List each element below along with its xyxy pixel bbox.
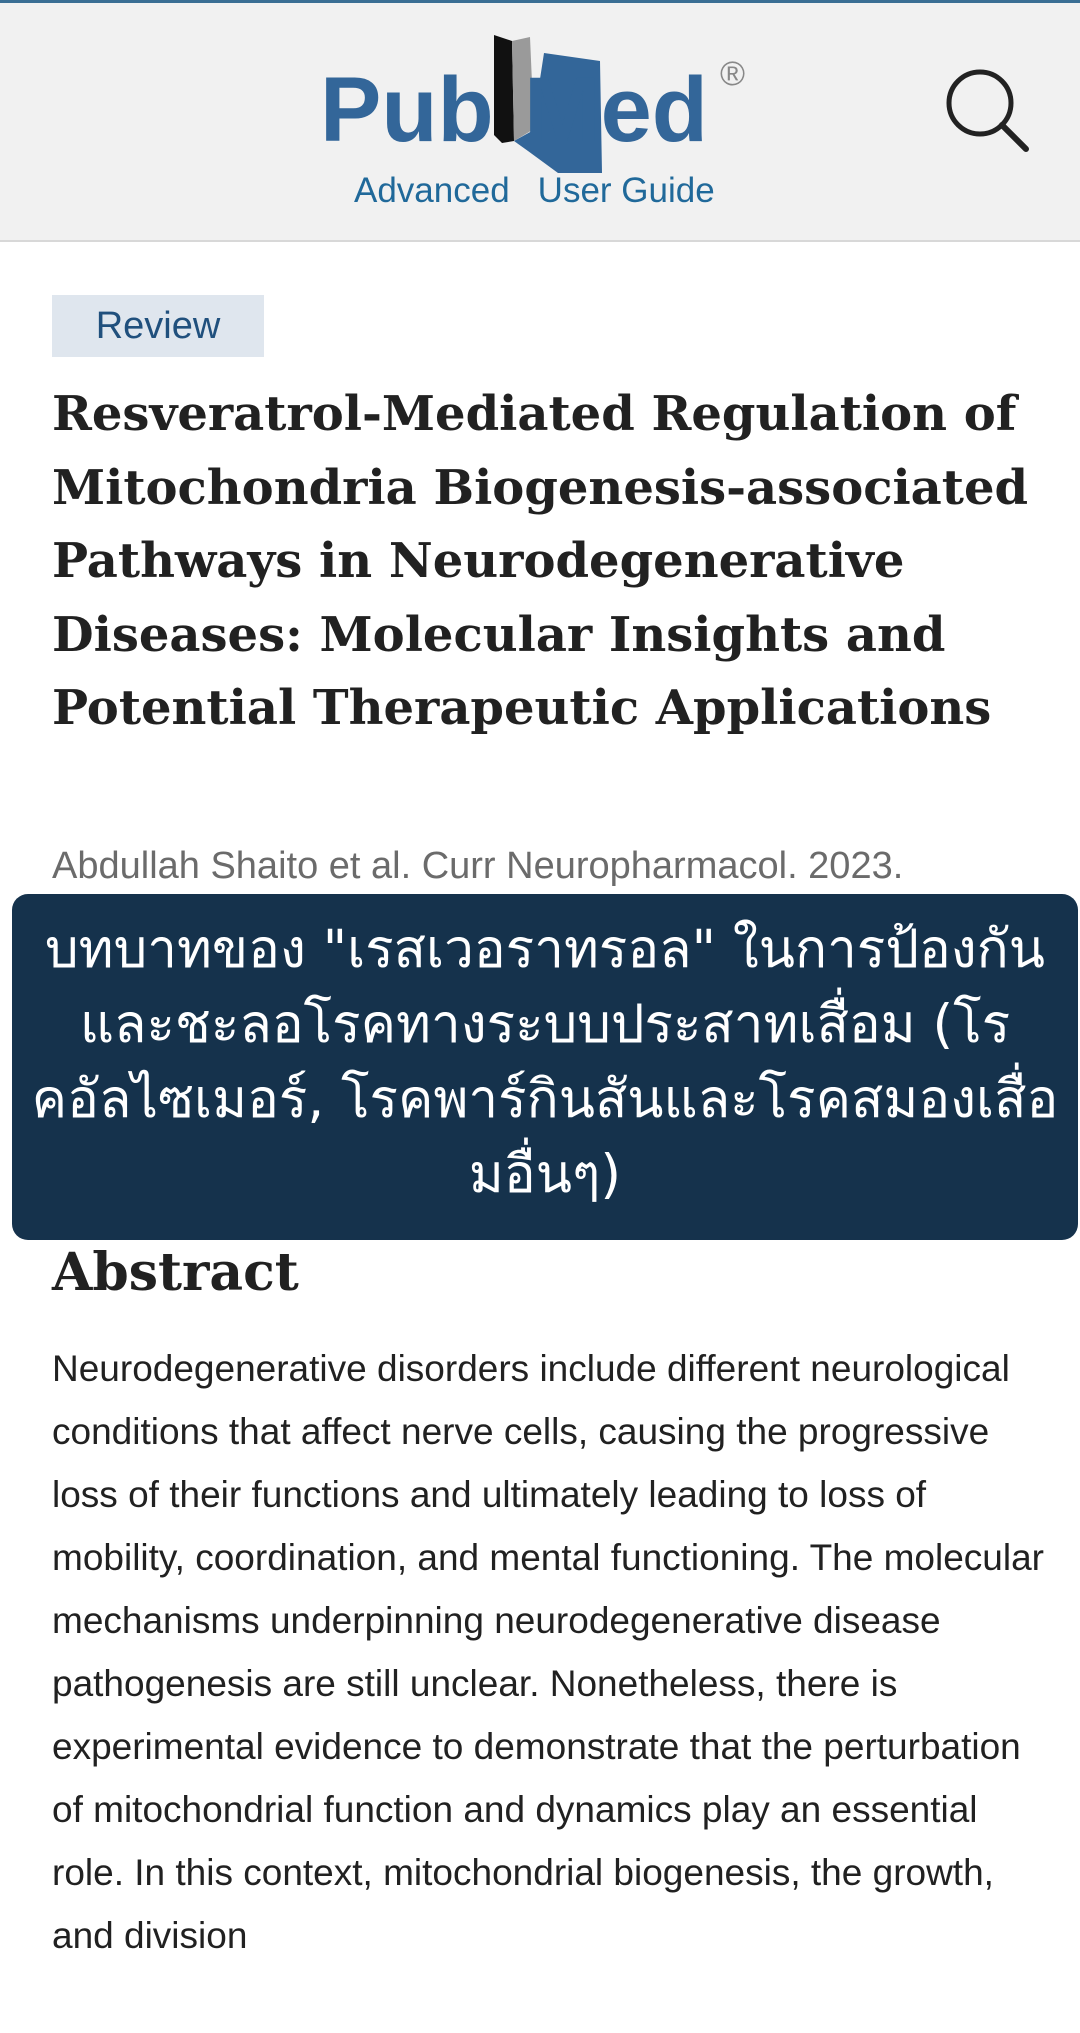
user-guide-link[interactable]: User Guide: [537, 171, 715, 210]
article-citation[interactable]: Abdullah Shaito et al. Curr Neuropharmacol. 2023.: [52, 845, 904, 887]
article-title: Resveratrol-Mediated Regulation of Mitochondria Biogenesis-associated Pathways in Neurodegenerative Diseases: Molecular Insights and Potential Therapeutic Applications: [52, 386, 1029, 736]
search-button[interactable]: [942, 65, 1038, 161]
advanced-search-link[interactable]: Advanced: [354, 171, 510, 210]
article-type-badge: Review: [52, 295, 264, 357]
site-header: [0, 3, 1080, 242]
registered-mark: ®: [720, 55, 746, 93]
abstract-heading: Abstract: [52, 1242, 299, 1303]
thai-caption-overlay: บทบาทของ "เรสเวอราทรอล" ในการป้องกันและชะลอโรคทางระบบประสาทเสื่อม (โรคอัลไซเมอร์, โรคพาร์กินสันและโรคสมองเสื่อมอื่นๆ): [12, 894, 1078, 1240]
header-links: [354, 171, 715, 219]
abstract-text: Neurodegenerative disorders include different neurological conditions that affect nerve cells, causing the progressive loss of their functions and ultimately leading to loss of mobility, coordination, and mental functioning. The molecular mechanisms underpinning neurodegenerative disease pathogenesis are still unclear. Nonetheless, there is experimental evidence to demonstrate that the perturbation of mitochondrial function and dynamics play an essential role. In this context, mitochondrial biogenesis, the growth, and division: [52, 1348, 1045, 1956]
pubmed-logo[interactable]: [318, 23, 768, 183]
search-icon: [942, 65, 1038, 161]
logo-text-med: Med: [524, 59, 708, 161]
logo-text-pub: Pub: [320, 59, 494, 161]
